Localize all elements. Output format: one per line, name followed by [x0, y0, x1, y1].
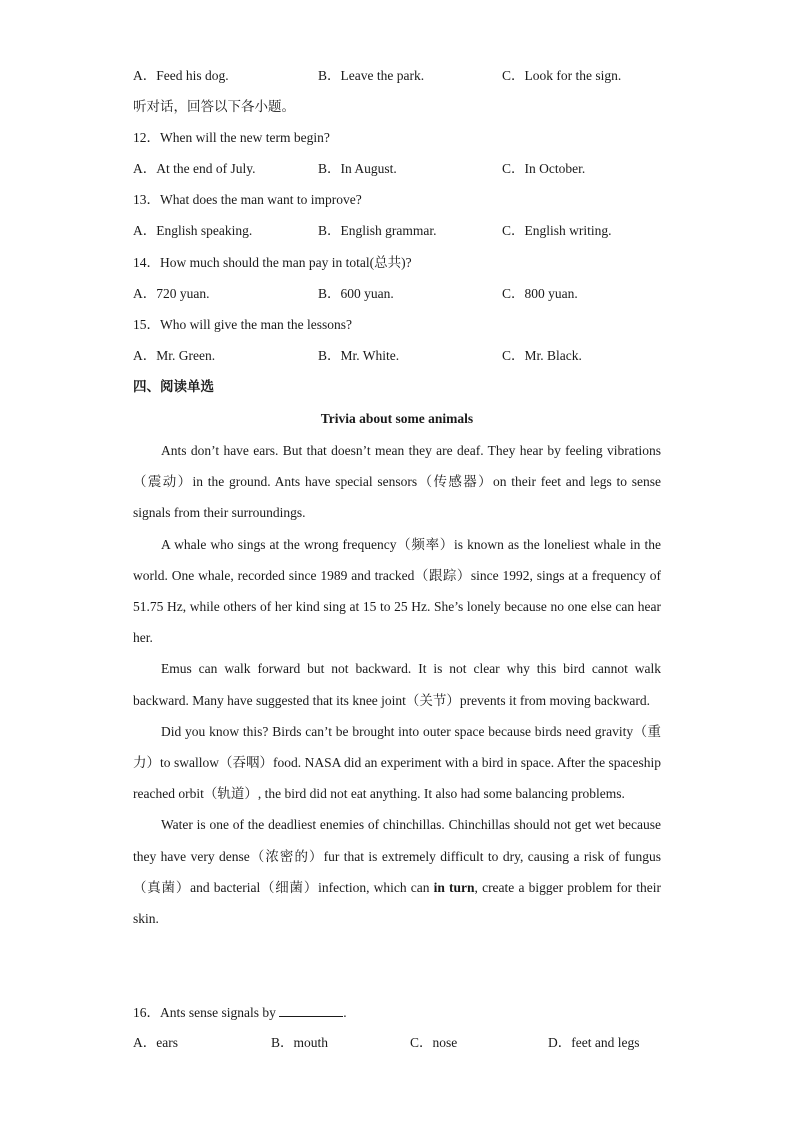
q16-option-a: A．ears [133, 1035, 178, 1050]
passage-title: Trivia about some animals [320, 411, 474, 426]
q14-stem: 14．How much should the man pay in total(总共)? [133, 255, 412, 270]
q12-option-b: B．In August. [318, 161, 397, 176]
bold-phrase: in turn [433, 879, 475, 895]
q12-option-c: C．In October. [502, 161, 586, 176]
q11-option-c: C．Look for the sign. [502, 68, 622, 83]
q13-option-b: B．English grammar. [318, 223, 437, 238]
q16-option-b: B．mouth [271, 1035, 329, 1050]
q14-option-a: A．720 yuan. [133, 286, 210, 301]
q14-option-c: C．800 yuan. [502, 286, 578, 301]
q14-option-b: B．600 yuan. [318, 286, 394, 301]
paragraph-birds: Did you know this? Birds can’t be brought into outer space because birds need gravity（重力）to swallow（吞咽）food. NASA did an experiment with a bird in space. After the spaceship reached orbit（轨道）, the bird did not eat anything. It also had some balancing problems. [133, 723, 661, 802]
passage-body [133, 435, 661, 934]
q15-option-b: B．Mr. White. [318, 348, 400, 363]
paragraph-chinchillas [133, 809, 661, 934]
paragraph-whale: A whale who sings at the wrong frequency（频率）is known as the loneliest whale in the world. One whale, recorded since 1989 and tracked（跟踪）since 1992, sings at a frequency of 51.75 Hz, while others of her kind sing at 15 to 25 Hz. She’s lonely because no one else can hear her. [133, 536, 661, 646]
paragraph-emus: Emus can walk forward but not backward. It is not clear why this bird cannot walk backward. Many have suggested that its knee joint（关节）prevents it from moving backward. [133, 661, 661, 708]
q16-stem-text: 16．Ants sense signals by [133, 1005, 276, 1020]
q11-option-a: A．Feed his dog. [133, 68, 229, 83]
answer-blank [279, 1003, 343, 1017]
q15-option-a: A．Mr. Green. [133, 348, 216, 363]
paragraph-chinchillas-text-1: Water is one of the deadliest enemies of chinchillas. Chinchillas should not get wet because they have very dense（浓密的）fur that is extremely difficult to dry, causing a risk of fungus（真菌）and bacterial（细菌）infection, which can [133, 817, 661, 895]
q16-option-c: C．nose [410, 1035, 458, 1050]
q13-stem: 13．What does the man want to improve? [133, 192, 362, 207]
q15-option-c: C．Mr. Black. [502, 348, 582, 363]
q16-stem-end: . [343, 1005, 347, 1020]
paragraph-chinchillas-text-2: , create a bigger problem for their skin. [133, 879, 661, 927]
q16-stem [133, 1003, 347, 1022]
q12-stem: 12．When will the new term begin? [133, 130, 330, 145]
section-heading: 四、阅读单选 [133, 379, 214, 394]
listening-instruction: 听对话，回答以下各小题。 [133, 99, 295, 114]
q12-option-a: A．At the end of July. [133, 161, 256, 176]
q11-option-b: B．Leave the park. [318, 68, 425, 83]
q15-stem: 15．Who will give the man the lessons? [133, 317, 352, 332]
q16-option-d: D．feet and legs [548, 1035, 640, 1050]
paragraph-ants: Ants don’t have ears. But that doesn’t mean they are deaf. They hear by feeling vibrations（震动）in the ground. Ants have special sensors（传感器）on their feet and legs to sense signals from their surroundings. [133, 443, 661, 521]
q13-option-a: A．English speaking. [133, 223, 253, 238]
q13-option-c: C．English writing. [502, 223, 612, 238]
